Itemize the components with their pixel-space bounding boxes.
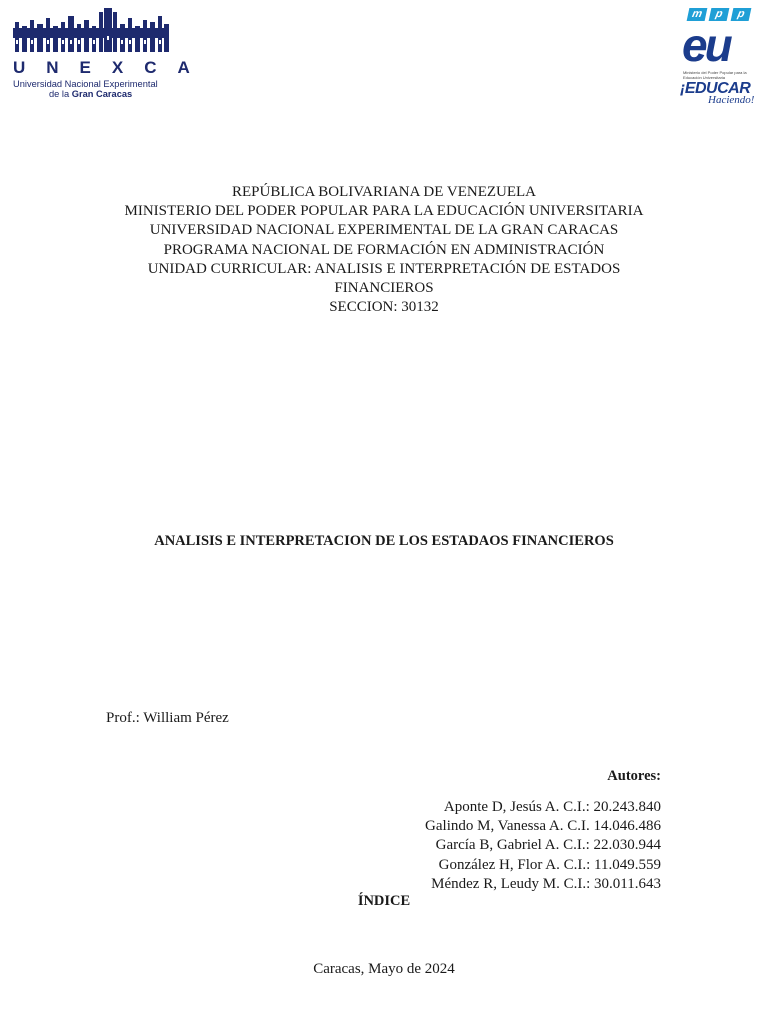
authors-list [425, 798, 661, 894]
author-entry: Méndez R, Leudy M. C.I.: 30.011.643 [431, 875, 661, 892]
professor-name: Prof.: William Pérez [106, 710, 229, 726]
skyline-icon [13, 6, 169, 54]
educar-text: ¡EDUCAR [680, 80, 751, 97]
header-line: UNIVERSIDAD NACIONAL EXPERIMENTAL DE LA GRAN CARACAS [149, 222, 619, 239]
unexca-subtitle-line2 [49, 89, 132, 99]
header-line: REPÚBLICA BOLIVARIANA DE VENEZUELA [231, 184, 537, 200]
authors-label: Autores: [607, 768, 661, 784]
place-and-date: Caracas, Mayo de 2024 [313, 961, 455, 977]
unexca-wordmark: UNEXCA [13, 58, 211, 77]
author-entry: Aponte D, Jesús A. C.I.: 20.243.840 [443, 799, 661, 815]
author-entry: González H, Flor A. C.I.: 11.049.559 [438, 856, 661, 873]
unexca-logo [13, 6, 211, 101]
mpp-letter-m: m [687, 8, 708, 21]
haciendo-text: Haciendo! [708, 94, 755, 106]
header-line: SECCION: 30132 [329, 299, 439, 316]
author-entry: Galindo M, Vanessa A. C.I. 14.046.486 [425, 818, 661, 835]
mpp-letter-p2: p [731, 8, 752, 21]
unexca-subtitle-line1: Universidad Nacional Experimental [13, 79, 158, 89]
eu-wordmark: eu [682, 19, 730, 71]
header-line: UNIDAD CURRICULAR: ANALISIS E INTERPRETACIÓN DE ESTADOS [147, 260, 621, 277]
header-line: PROGRAMA NACIONAL DE FORMACIÓN EN ADMINISTRACIÓN [163, 241, 605, 258]
mpp-eu-logo [678, 6, 758, 108]
document-title: ANALISIS E INTERPRETACION DE LOS ESTADAOS FINANCIEROS [154, 533, 614, 549]
unexca-subtitle-prefix: de la [49, 89, 72, 99]
author-entry: García B, Gabriel A. C.I.: 22.030.944 [435, 837, 661, 854]
institution-header [84, 183, 684, 317]
eu-ministry-text: Ministerio del Poder Popular para la Educación Universitaria [683, 70, 747, 80]
header-line: FINANCIEROS [334, 280, 434, 297]
unexca-subtitle-bold: Gran Caracas [71, 89, 133, 99]
header-line: MINISTERIO DEL PODER POPULAR PARA LA EDUCACIÓN UNIVERSITARIA [124, 203, 644, 220]
index-heading: ÍNDICE [357, 893, 411, 909]
mpp-letter-p1: p [709, 8, 730, 21]
